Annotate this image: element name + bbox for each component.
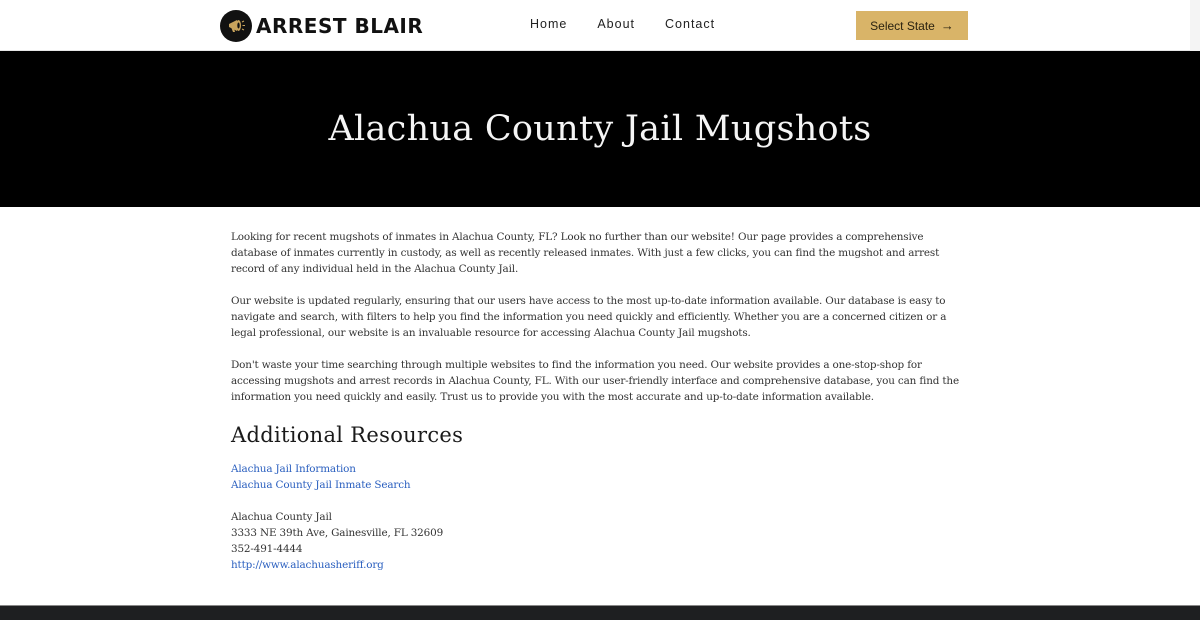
nav-contact[interactable]: Contact [665,17,716,31]
jail-address: 3333 NE 39th Ave, Gainesville, FL 32609 [231,527,444,539]
intro-paragraph-3: Don't waste your time searching through multiple websites to find the information you need. Our website provides a one-stop-shop for accessing mugshots and arrest records in Alachua County, FL. With our user-friendly interface and comprehensive database, you can find the information you need quickly and easily. Trust us to provide you with the most accurate and up-to-date information available. [231,359,959,403]
page-title: Alachua County Jail Mugshots [328,109,872,149]
site-header [0,0,1200,51]
link-jail-information[interactable]: Alachua Jail Information [231,463,356,475]
jail-phone: 352-491-4444 [231,543,303,555]
nav-home[interactable]: Home [530,17,568,31]
arrow-right-icon: → [940,18,954,33]
intro-paragraph-2: Our website is updated regularly, ensuring that our users have access to the most up-to-date information available. Our database is easy to navigate and search, with filters to help you find the information you need quickly and efficiently. Whether you are a concerned citizen or a legal professional, our website is an invaluable resource for accessing Alachua County Jail mugshots. [231,295,947,339]
logo-text: ARREST BLAIR [256,13,424,38]
jail-name: Alachua County Jail [231,511,332,523]
main-nav [530,17,745,31]
header-edge [1190,0,1200,51]
jail-contact-block [231,509,971,573]
jail-website-link[interactable]: http://www.alachuasheriff.org [231,559,384,571]
main-content [231,229,971,573]
hero-banner [0,51,1200,207]
logo-link[interactable] [220,9,423,42]
resources-heading: Additional Resources [231,423,464,447]
select-state-button[interactable] [856,11,968,40]
megaphone-icon [220,10,252,42]
link-inmate-search[interactable]: Alachua County Jail Inmate Search [231,479,411,491]
site-footer [0,605,1200,620]
select-state-label: Select State [870,18,935,33]
resource-links [231,461,971,493]
nav-about[interactable]: About [597,17,636,31]
intro-paragraph-1: Looking for recent mugshots of inmates in Alachua County, FL? Look no further than our website! Our page provides a comprehensive database of inmates currently in custody, as well as recently released inmates. With just a few clicks, you can find the mugshot and arrest record of any individual held in the Alachua County Jail. [231,231,940,275]
